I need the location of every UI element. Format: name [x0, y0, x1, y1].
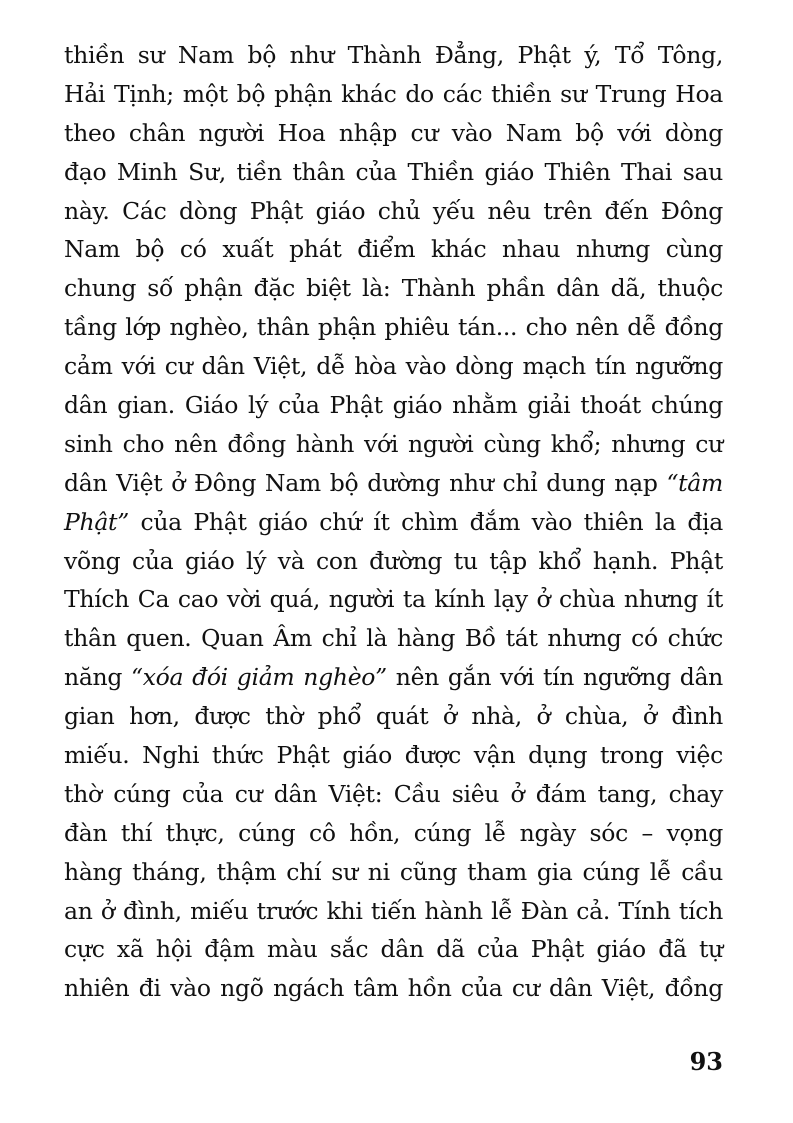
text-run: đạo Minh Sư, tiền thân của Thiền giáo Thiên Thai sau — [64, 157, 723, 186]
text-run: của Phật giáo chứ ít chìm đắm vào thiên la địa — [128, 507, 723, 536]
text-run: Hải Tịnh; một bộ phận khác do các thiền sư Trung Hoa — [64, 79, 723, 108]
text-line — [64, 153, 723, 192]
text-run: thân quen. Quan Âm chỉ là hàng Bồ tát nhưng có chức — [64, 624, 723, 653]
text-line — [64, 969, 723, 1008]
text-run: cảm với cư dân Việt, dễ hòa vào dòng mạch tín ngưỡng — [64, 352, 723, 381]
text-run: dân Việt ở Đông Nam bộ dường như chỉ dung nạp — [64, 468, 667, 497]
text-line — [64, 192, 723, 231]
text-line — [64, 75, 723, 114]
text-line — [64, 503, 723, 542]
text-line — [64, 892, 723, 931]
text-line — [64, 347, 723, 386]
italic-phrase: “xóa đói giảm nghèo” — [131, 663, 387, 692]
text-line — [64, 464, 723, 503]
text-line — [64, 736, 723, 775]
text-run: gian hơn, được thờ phổ quát ở nhà, ở chùa, ở đình — [64, 702, 723, 731]
text-line — [64, 425, 723, 464]
text-run: nhiên đi vào ngõ ngách tâm hồn của cư dân Việt, đồng — [64, 974, 723, 1003]
text-line — [64, 658, 723, 697]
text-run: sinh cho nên đồng hành với người cùng khổ; nhưng cư — [64, 429, 723, 458]
text-run: tầng lớp nghèo, thân phận phiêu tán... cho nên dễ đồng — [64, 313, 723, 342]
text-run: theo chân người Hoa nhập cư vào Nam bộ với dòng — [64, 118, 723, 147]
text-run: Thích Ca cao vời quá, người ta kính lạy ở chùa nhưng ít — [64, 585, 723, 614]
text-run: cực xã hội đậm màu sắc dân dã của Phật giáo đã tự — [64, 935, 723, 964]
text-run: thiền sư Nam bộ như Thành Đẳng, Phật ý, Tổ Tông, — [64, 41, 723, 69]
text-run: an ở đình, miếu trước khi tiến hành lễ Đàn cả. Tính tích — [64, 896, 723, 925]
text-run: năng — [64, 663, 131, 692]
text-run: nên gắn với tín ngưỡng dân — [386, 663, 724, 692]
italic-phrase: “tâm — [666, 468, 723, 497]
text-line — [64, 697, 723, 736]
text-line — [64, 386, 723, 425]
text-run: Nam bộ có xuất phát điểm khác nhau nhưng cùng — [64, 235, 723, 264]
text-line — [64, 580, 723, 619]
text-line — [64, 542, 723, 581]
page-number: 93 — [689, 1047, 723, 1076]
text-line — [64, 230, 723, 269]
text-run: võng của giáo lý và con đường tu tập khổ hạnh. Phật — [64, 546, 723, 575]
text-line — [64, 619, 723, 658]
text-line — [64, 114, 723, 153]
text-run: này. Các dòng Phật giáo chủ yếu nêu trên đến Đông — [64, 196, 723, 225]
text-line — [64, 814, 723, 853]
text-line — [64, 269, 723, 308]
text-line — [64, 775, 723, 814]
text-run: chung số phận đặc biệt là: Thành phần dân dã, thuộc — [64, 274, 723, 303]
text-run: hàng tháng, thậm chí sư ni cũng tham gia cúng lễ cầu — [64, 857, 723, 886]
text-run: dân gian. Giáo lý của Phật giáo nhằm giải thoát chúng — [64, 391, 723, 420]
text-run: miếu. Nghi thức Phật giáo được vận dụng trong việc — [64, 741, 723, 770]
text-line — [64, 308, 723, 347]
text-line — [64, 853, 723, 892]
body-text — [64, 36, 723, 1008]
italic-phrase: Phật” — [64, 507, 129, 536]
text-line — [64, 930, 723, 969]
text-run: đàn thí thực, cúng cô hồn, cúng lễ ngày sóc – vọng — [64, 818, 723, 847]
text-line — [64, 36, 723, 75]
text-run: thờ cúng của cư dân Việt: Cầu siêu ở đám tang, chay — [64, 779, 723, 808]
